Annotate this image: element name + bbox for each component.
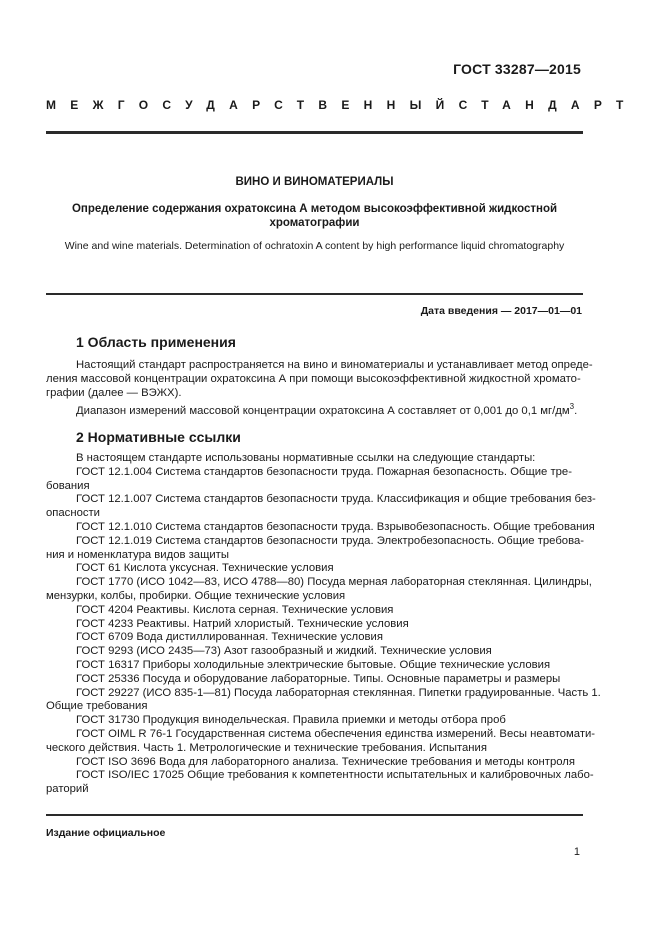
document-subtitle [46, 202, 583, 230]
reference-line: раторий [46, 783, 89, 796]
standard-type-word-1: МЕЖГОСУДАРСТВЕННЫЙ [46, 98, 459, 112]
reference-line: ГОСТ ISO/IEC 17025 Общие требования к компетентности испытательных и калибровочных лабо- [76, 769, 594, 782]
page-number: 1 [573, 846, 580, 858]
reference-line: ГОСТ ISO 3696 Вода для лабораторного анализа. Технические требования и методы контроля [76, 755, 575, 768]
reference-line: ГОСТ 29227 (ИСО 835-1—81) Посуда лабораторная стеклянная. Пипетки градуированные. Часть 1. [76, 686, 601, 699]
english-title: Wine and wine materials. Determination of ochratoxin A content by high performance liquid chromatography [64, 240, 565, 252]
reference-line: ГОСТ 9293 (ИСО 2435—73) Азот газообразный и жидкий. Технические условия [76, 645, 492, 658]
unit-superscript: 3 [569, 402, 575, 411]
sentence-end: . [574, 404, 578, 417]
official-edition-label: Издание официальное [46, 827, 166, 839]
reference-line: ГОСТ 1770 (ИСО 1042—83, ИСО 4788—80) Посуда мерная лабораторная стеклянная. Цилиндры, [76, 576, 592, 589]
footer-divider [46, 814, 583, 816]
document-title: ВИНО И ВИНОМАТЕРИАЛЫ [235, 176, 394, 188]
paragraph-line: графии (далее — ВЭЖХ). [46, 386, 182, 399]
reference-line: ГОСТ 12.1.004 Система стандартов безопасности труда. Пожарная безопасность. Общие тре- [76, 465, 572, 478]
reference-line: мензурки, колбы, пробирки. Общие технические условия [46, 589, 346, 602]
reference-line: ГОСТ 12.1.010 Система стандартов безопасности труда. Взрывобезопасность. Общие требования [76, 520, 595, 533]
reference-line: ГОСТ 12.1.019 Система стандартов безопасности труда. Электробезопасность. Общие требова- [76, 534, 585, 547]
reference-line: ГОСТ 12.1.007 Система стандартов безопасности труда. Классификация и общие требования без- [76, 493, 596, 506]
section-1-heading: 1 Область применения [76, 334, 236, 350]
title-divider [46, 293, 583, 295]
reference-line: В настоящем стандарте использованы нормативные ссылки на следующие стандарты: [76, 452, 536, 464]
section-1-paragraph-2 [46, 400, 583, 417]
reference-line: ния и номенклатура видов защиты [46, 548, 229, 561]
document-subtitle-line-1: Определение содержания охратоксина А методом высокоэффективной жидкостной [71, 203, 558, 215]
section-2-references [46, 452, 601, 797]
reference-line: ГОСТ 25336 Посуда и оборудование лабораторные. Типы. Основные параметры и размеры [76, 672, 561, 685]
reference-line: ГОСТ 6709 Вода дистиллированная. Технические условия [76, 631, 383, 644]
reference-line: ГОСТ 61 Кислота уксусная. Технические условия [76, 562, 334, 575]
paragraph-line: ления массовой концентрации охратоксина А при помощи высокоэффективной жидкостной хромато- [46, 372, 581, 385]
section-2-heading: 2 Нормативные ссылки [76, 429, 241, 445]
reference-line: ГОСТ 31730 Продукция винодельческая. Правила приемки и методы отбора проб [76, 714, 506, 727]
reference-line: опасности [46, 507, 100, 520]
reference-line: ческого действия. Часть 1. Метрологические и технические требования. Испытания [46, 741, 487, 754]
range-text: Диапазон измерений массовой концентрации охратоксина А составляет от 0,001 до 0,1 мг/дм [76, 404, 570, 417]
reference-line: ГОСТ 16317 Приборы холодильные электрические бытовые. Общие технические условия [76, 658, 551, 671]
introduction-date: Дата введения — 2017—01—01 [420, 305, 582, 317]
paragraph-line: Настоящий стандарт распространяется на вино и виноматериалы и устанавливает метод опреде- [76, 359, 593, 371]
standard-type-word-2: СТАНДАРТ [458, 98, 638, 112]
paragraph-line [46, 400, 583, 417]
reference-line: ГОСТ 4204 Реактивы. Кислота серная. Технические условия [76, 603, 394, 616]
document-subtitle-line-2: хроматографии [269, 217, 360, 229]
reference-line: ГОСТ OIML R 76-1 Государственная система обеспечения единства измерений. Весы неавтомати- [76, 727, 596, 740]
reference-line: ГОСТ 4233 Реактивы. Натрий хлористый. Технические условия [76, 617, 409, 630]
document-number: ГОСТ 33287—2015 [453, 61, 581, 77]
header-divider [46, 131, 583, 134]
section-1-paragraph-1 [46, 359, 593, 400]
standard-type-heading [46, 98, 638, 112]
reference-line: Общие требования [46, 700, 148, 713]
reference-line: бования [46, 479, 90, 492]
